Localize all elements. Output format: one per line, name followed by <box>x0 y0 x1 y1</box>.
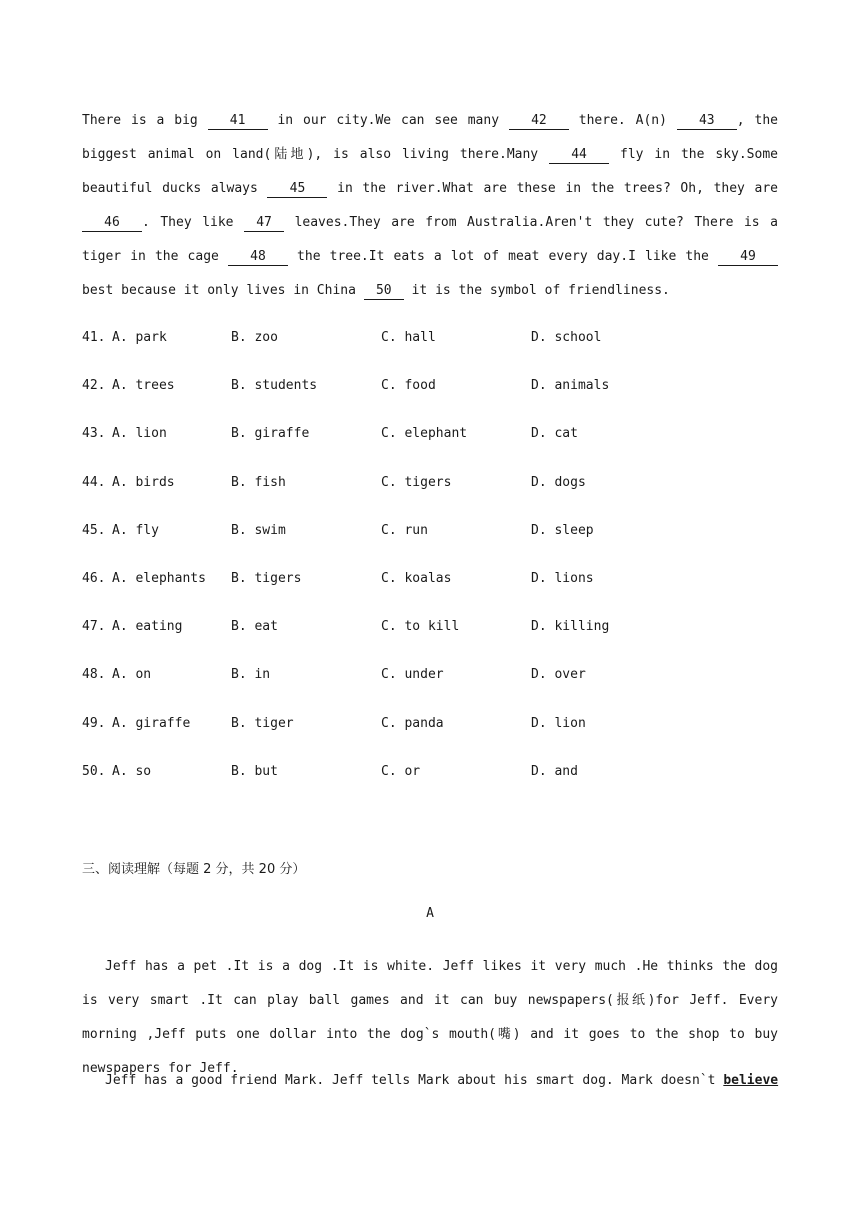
question-row <box>82 615 778 663</box>
blank-42: 42 <box>509 113 569 130</box>
passage-text: best because it only lives in China <box>82 283 364 298</box>
option-b: B. swim <box>231 522 286 538</box>
option-a: A. birds <box>112 474 175 490</box>
question-number: 42. <box>82 378 106 394</box>
option-d: D. killing <box>531 619 610 635</box>
blank-47: 47 <box>244 215 284 232</box>
question-number: 46. <box>82 570 106 586</box>
question-row <box>82 519 778 567</box>
option-c: C. run <box>381 522 428 538</box>
question-number: 43. <box>82 426 106 442</box>
option-b: B. in <box>231 667 271 683</box>
option-c: C. koalas <box>381 570 452 586</box>
option-d: D. and <box>531 763 578 779</box>
blank-41: 41 <box>208 113 268 130</box>
question-number: 44. <box>82 474 106 490</box>
option-c: C. food <box>381 378 436 394</box>
blank-43: 43 <box>677 113 737 130</box>
question-number: 48. <box>82 667 106 683</box>
question-number: 49. <box>82 715 106 731</box>
option-b: B. tigers <box>231 570 302 586</box>
question-row <box>82 374 778 422</box>
passage-text: there. A(n) <box>568 113 677 128</box>
question-number: 45. <box>82 522 106 538</box>
option-b: B. tiger <box>231 715 294 731</box>
question-row <box>82 567 778 615</box>
option-a: A. giraffe <box>112 715 191 731</box>
passage-text: . They like <box>142 215 245 230</box>
cloze-passage <box>82 104 778 308</box>
question-number: 50. <box>82 763 106 779</box>
option-d: D. dogs <box>531 474 586 490</box>
question-row <box>82 422 778 470</box>
option-c: C. under <box>381 667 444 683</box>
question-row <box>82 663 778 711</box>
option-c: C. hall <box>381 330 436 345</box>
blank-45: 45 <box>267 181 327 198</box>
option-b: B. giraffe <box>231 426 310 442</box>
question-row <box>82 760 778 808</box>
blank-46: 46 <box>82 215 142 232</box>
option-d: D. lions <box>531 570 594 586</box>
option-b: B. fish <box>231 474 286 490</box>
option-b: B. but <box>231 763 278 779</box>
blank-48: 48 <box>228 249 288 266</box>
blank-50: 50 <box>364 283 404 300</box>
section-title: 三、阅读理解（每题 2 分，共 20 分） <box>82 862 306 877</box>
option-a: A. on <box>112 667 152 683</box>
blank-44: 44 <box>549 147 609 164</box>
passage-text: the tree.It eats a lot of meat every day.I like the <box>287 249 718 264</box>
passage-text: in our city.We can see many <box>267 113 509 128</box>
option-c: C. tigers <box>381 474 452 490</box>
passage-text: There is a big <box>82 113 208 128</box>
option-c: C. to kill <box>381 619 460 635</box>
passage-text: it is the symbol of friendliness. <box>403 283 670 298</box>
option-a: A. elephants <box>112 570 206 586</box>
option-d: D. school <box>531 330 602 345</box>
option-b: B. zoo <box>231 330 278 345</box>
option-d: D. cat <box>531 426 578 442</box>
option-c: C. elephant <box>381 426 468 442</box>
question-number: 41. <box>82 330 106 345</box>
option-a: A. lion <box>112 426 167 442</box>
option-a: A. trees <box>112 378 175 394</box>
option-c: C. panda <box>381 715 444 731</box>
option-d: D. over <box>531 667 586 683</box>
option-a: A. eating <box>112 619 183 635</box>
option-d: D. sleep <box>531 522 594 538</box>
passage-paragraph-1: Jeff has a pet .It is a dog .It is white. Jeff likes it very much .He thinks the dog is very smart .It can play ball games and it can buy newspapers(报纸)for Jeff. Every morning ,Jeff puts one dollar into the dog`s mouth(嘴) and it goes to the shop to buy newspapers for Jeff. <box>82 959 778 1076</box>
question-row <box>82 326 778 374</box>
vocab-word: believe <box>723 1073 779 1088</box>
option-d: D. lion <box>531 715 586 731</box>
passage-paragraph-2 <box>82 1064 778 1098</box>
passage-text: , the biggest animal on land(陆地), is also living there.Many <box>82 113 778 162</box>
question-row <box>82 712 778 760</box>
option-c: C. or <box>381 763 421 779</box>
passage-text: fly in the sky.Some beautiful ducks always <box>82 147 778 196</box>
option-b: B. students <box>231 378 318 394</box>
question-number: 47. <box>82 619 106 635</box>
blank-49: 49 <box>718 249 778 266</box>
answer-options <box>82 326 778 808</box>
option-a: A. park <box>112 330 167 345</box>
passage-text: Jeff has a good friend Mark. Jeff tells Mark about his smart dog. Mark doesn`t <box>105 1073 724 1088</box>
option-a: A. so <box>112 763 152 779</box>
passage-label: A <box>426 906 434 921</box>
option-b: B. eat <box>231 619 278 635</box>
option-d: D. animals <box>531 378 610 394</box>
passage-text: leaves.They are from Australia.Aren't they cute? There is a tiger in the cage <box>82 215 778 264</box>
question-row <box>82 471 778 519</box>
option-a: A. fly <box>112 522 159 538</box>
passage-text: in the river.What are these in the trees? Oh, they are <box>327 181 778 196</box>
